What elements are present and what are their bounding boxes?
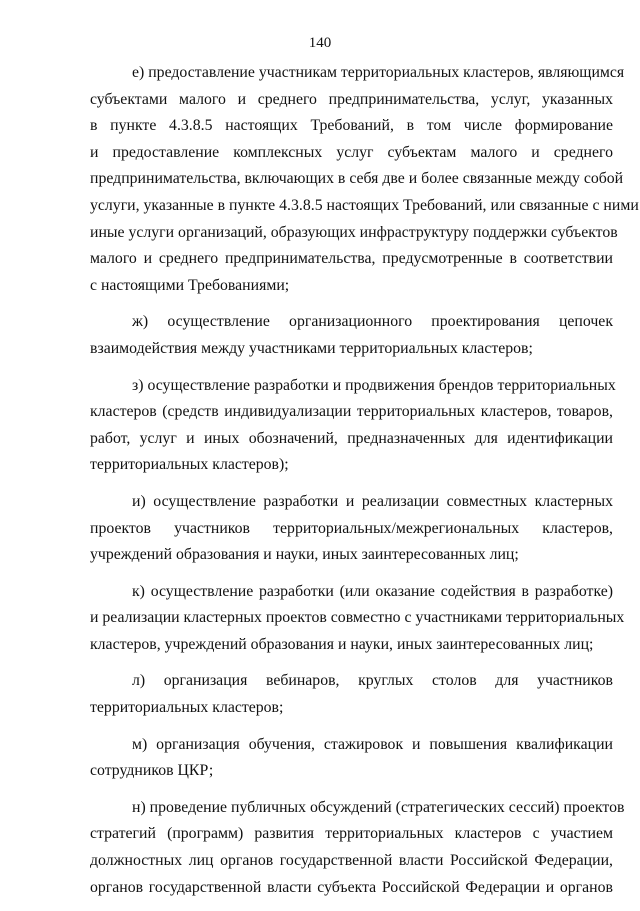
text-line: с настоящими Требованиями;: [90, 276, 290, 294]
text-line: проектов участников территориальных/межрегиональных кластеров,: [90, 519, 613, 537]
paragraph-i: [90, 489, 613, 569]
text-line: работ, услуг и иных обозначений, предназначенных для идентификации: [90, 429, 613, 447]
text-line: территориальных кластеров);: [90, 456, 289, 474]
text-line: ж) осуществление организационного проектирования цепочек: [132, 313, 613, 331]
text-line: е) предоставление участникам территориальных кластеров, являющимся: [132, 64, 625, 81]
text-line: субъектами малого и среднего предпринимательства, услуг, указанных: [90, 90, 613, 108]
text-line: кластеров (средств индивидуализации территориальных кластеров, товаров,: [90, 403, 613, 421]
text-line: услуги, указанные в пункте 4.3.8.5 настоящих Требований, или связанные с ними: [90, 196, 639, 214]
text-line: стратегий (программ) развития территориальных кластеров с участием: [90, 825, 613, 843]
paragraph-zh: [90, 309, 613, 362]
text-line: м) организация обучения, стажировок и повышения квалификации: [132, 735, 613, 753]
page-number: 140: [308, 35, 332, 51]
text-line: учреждений образования и науки, иных заинтересованных лиц;: [90, 546, 519, 564]
text-line: з) осуществление разработки и продвижения брендов территориальных: [132, 376, 616, 394]
text-line: предпринимательства, включающих в себя две и более связанные между собой: [90, 170, 624, 188]
text-line: н) проведение публичных обсуждений (стратегических сессий) проектов: [132, 798, 625, 816]
text-line: к) осуществление разработки (или оказание содействия в разработке): [132, 582, 613, 600]
text-line: взаимодействия между участниками территориальных кластеров;: [90, 339, 533, 357]
text-line: иные услуги организаций, образующих инфраструктуру поддержки субъектов: [90, 223, 618, 241]
text-line: в пункте 4.3.8.5 настоящих Требований, в том числе формирование: [90, 117, 613, 135]
text-line: и) осуществление разработки и реализации совместных кластерных: [132, 492, 613, 510]
document-body: [90, 60, 639, 911]
text-line: органов государственной власти субъекта Российской Федерации и органов: [90, 878, 613, 896]
paragraph-k: [90, 579, 625, 659]
text-line: сотрудников ЦКР;: [90, 762, 214, 780]
paragraph-e: [90, 60, 639, 299]
text-line: и реализации кластерных проектов совместно с участниками территориальных: [90, 609, 625, 627]
paragraph-n: [90, 795, 625, 901]
text-line: л) организация вебинаров, круглых столов для участников: [132, 672, 613, 690]
text-line: территориальных кластеров;: [90, 699, 284, 717]
paragraph-m: [90, 732, 613, 785]
paragraph-z: [90, 373, 616, 479]
text-line: и предоставление комплексных услуг субъектам малого и среднего: [90, 143, 613, 161]
text-line: кластеров, учреждений образования и науки, иных заинтересованных лиц;: [90, 635, 594, 653]
text-line: должностных лиц органов государственной власти Российской Федерации,: [90, 852, 613, 870]
paragraph-l: [90, 668, 613, 721]
text-line: малого и среднего предпринимательства, предусмотренные в соответствии: [90, 250, 613, 268]
